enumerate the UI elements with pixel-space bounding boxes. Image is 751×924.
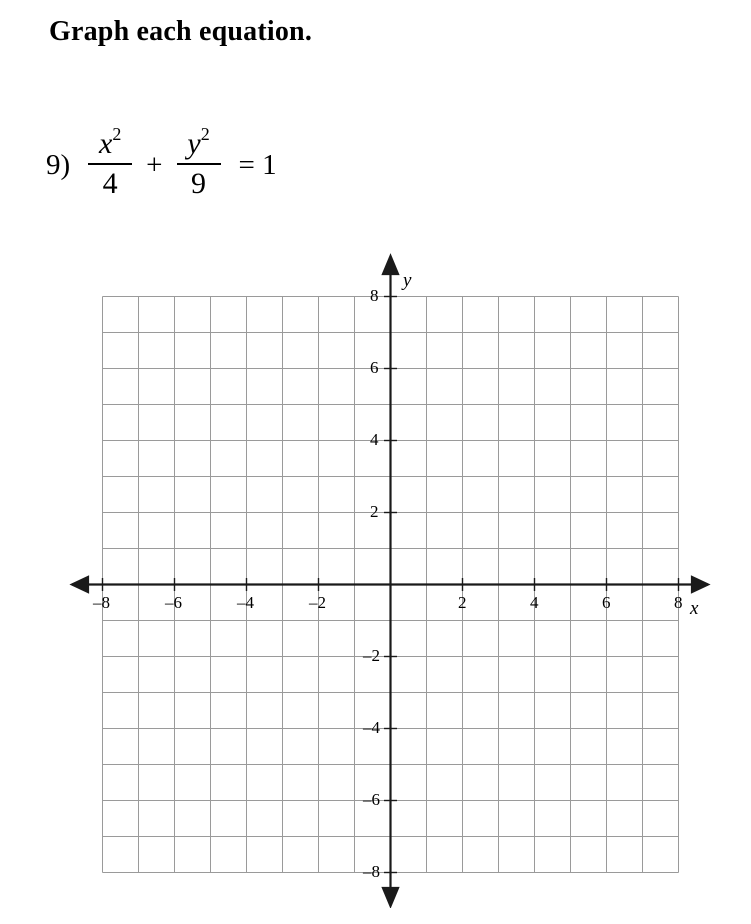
y-tick-label--6: –6 [363,790,380,809]
page-title: Graph each equation. [49,16,313,47]
fraction-numerator [93,124,127,160]
coordinate-grid [60,248,720,908]
x-tick-label-4: 4 [530,593,539,612]
y-axis-label: y [403,270,412,291]
graph-svg [60,248,720,908]
y-tick-label-2: 2 [370,502,379,521]
y-tick-label--2: –2 [363,646,380,665]
plus-operator: + [146,148,163,181]
y-tick-label-4: 4 [370,430,379,449]
fraction-bar [88,163,132,165]
exponent-2: 2 [200,124,210,144]
variable-x: x [99,127,113,160]
fraction-x-squared-over-4 [88,124,132,200]
x-tick-label--8: –8 [93,593,110,612]
x-tick-label-6: 6 [602,593,611,612]
x-tick-label-8: 8 [674,593,683,612]
problem-9 [46,108,277,218]
problem-number: 9) [46,148,71,181]
y-tick-label-6: 6 [370,358,379,377]
x-axis-label: x [690,598,699,619]
y-tick-label--8: –8 [363,862,380,881]
x-axis-arrow-right [692,577,708,592]
x-tick-label--2: –2 [309,593,326,612]
exponent-2: 2 [112,124,122,144]
y-tick-label--4: –4 [363,718,380,737]
axes [72,256,708,906]
y-tick-label-8: 8 [370,286,379,305]
x-tick-label--6: –6 [165,593,182,612]
x-tick-label-2: 2 [458,593,467,612]
y-axis-arrow-up [383,256,398,274]
fraction-denominator: 4 [102,166,118,200]
fraction-y-squared-over-9 [177,124,221,200]
equals-one: = 1 [238,148,277,181]
fraction-numerator [181,124,215,160]
fraction-bar [177,163,221,165]
variable-y: y [187,127,201,160]
x-tick-label--4: –4 [237,593,254,612]
x-axis-arrow-left [72,577,88,592]
fraction-denominator: 9 [191,166,207,200]
y-axis-arrow-down [383,888,398,906]
